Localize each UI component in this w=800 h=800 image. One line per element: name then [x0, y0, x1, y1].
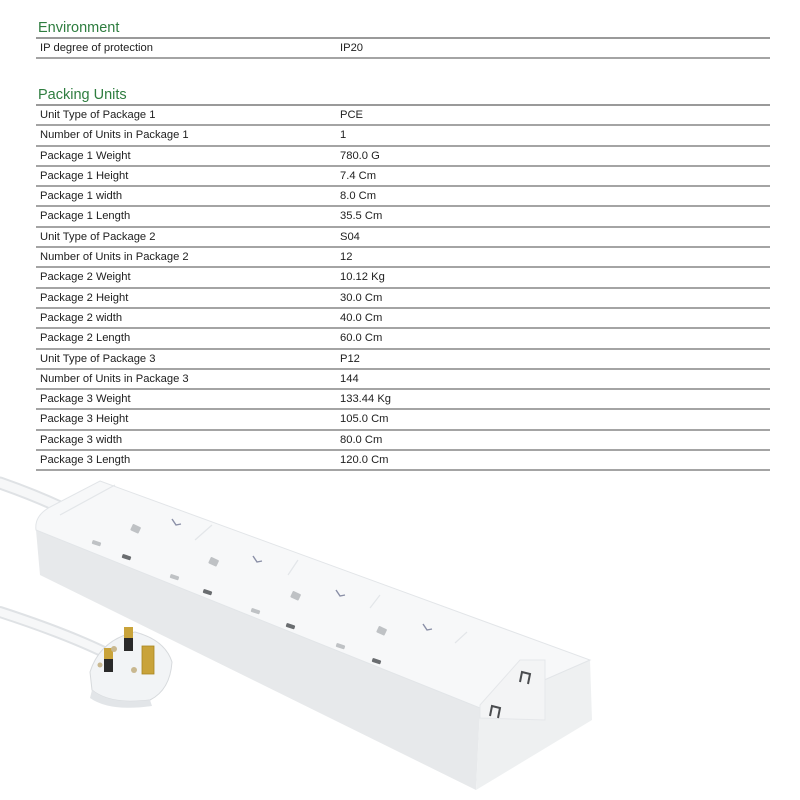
- table-row: [36, 451, 770, 471]
- table-row: [36, 106, 770, 126]
- table-row: [36, 187, 770, 207]
- table-row: [36, 410, 770, 430]
- table-row: [36, 370, 770, 390]
- spec-value: S04: [340, 230, 360, 243]
- spec-label: Package 3 Weight: [40, 393, 131, 406]
- spec-value: 1: [340, 129, 347, 142]
- live-pin: [124, 627, 133, 639]
- spec-value: 105.0 Cm: [340, 413, 389, 426]
- table-row: [36, 167, 770, 187]
- spec-value: 780.0 G: [340, 149, 380, 162]
- table-row: [36, 248, 770, 268]
- table-row: [36, 350, 770, 370]
- spec-label: Package 3 Length: [40, 454, 131, 467]
- spec-label: Unit Type of Package 3: [40, 352, 156, 365]
- extension-lead-image: [0, 470, 800, 800]
- spec-label: Unit Type of Package 1: [40, 109, 156, 121]
- table-row: [36, 289, 770, 309]
- packing-units-section: [36, 86, 770, 471]
- spec-value: 35.5 Cm: [340, 210, 383, 223]
- spec-value: 30.0 Cm: [340, 291, 383, 304]
- spec-label: Package 2 width: [40, 311, 123, 324]
- spec-value: 120.0 Cm: [340, 454, 389, 467]
- spec-label: Package 3 width: [40, 433, 123, 446]
- spec-label: Number of Units in Package 3: [40, 372, 189, 385]
- spec-value: 10.12 Kg: [340, 271, 385, 284]
- table-row: [36, 39, 770, 59]
- spec-label: Number of Units in Package 1: [40, 129, 189, 142]
- spec-value: 80.0 Cm: [340, 433, 383, 446]
- table-row: [36, 268, 770, 288]
- spec-label: Package 1 Height: [40, 169, 129, 182]
- table-row: [36, 126, 770, 146]
- spec-label: IP degree of protection: [40, 42, 153, 54]
- earth-pin: [142, 646, 154, 674]
- table-row: [36, 207, 770, 227]
- table-row: [36, 390, 770, 410]
- spec-value: P12: [340, 352, 360, 365]
- spec-label: Package 1 width: [40, 190, 123, 203]
- section-title-packing-units: Packing Units: [38, 87, 127, 103]
- packing-units-table: [36, 104, 770, 471]
- spec-value: 133.44 Kg: [340, 393, 392, 406]
- table-row: [36, 147, 770, 167]
- spec-label: Package 3 Height: [40, 413, 129, 426]
- spec-value: 12: [340, 251, 353, 264]
- spec-value: 40.0 Cm: [340, 311, 383, 324]
- spec-label: Package 1 Length: [40, 210, 131, 223]
- table-row: [36, 228, 770, 248]
- table-row: [36, 329, 770, 349]
- spec-value: PCE: [340, 109, 364, 121]
- spec-value: 144: [340, 372, 359, 385]
- environment-section: [36, 19, 770, 59]
- spec-label: Package 2 Height: [40, 291, 129, 304]
- spec-label: Package 2 Length: [40, 332, 131, 345]
- spec-label: Package 2 Weight: [40, 271, 131, 284]
- spec-label: Number of Units in Package 2: [40, 251, 189, 264]
- environment-table: [36, 37, 770, 59]
- table-row: [36, 431, 770, 451]
- section-title-environment: Environment: [38, 20, 120, 36]
- table-row: [36, 309, 770, 329]
- spec-value: IP20: [340, 42, 364, 54]
- spec-value: 8.0 Cm: [340, 190, 377, 203]
- spec-label: Unit Type of Package 2: [40, 230, 156, 243]
- uk-plug: [90, 627, 172, 708]
- spec-label: Package 1 Weight: [40, 149, 131, 162]
- spec-value: 60.0 Cm: [340, 332, 383, 345]
- spec-value: 7.4 Cm: [340, 169, 377, 182]
